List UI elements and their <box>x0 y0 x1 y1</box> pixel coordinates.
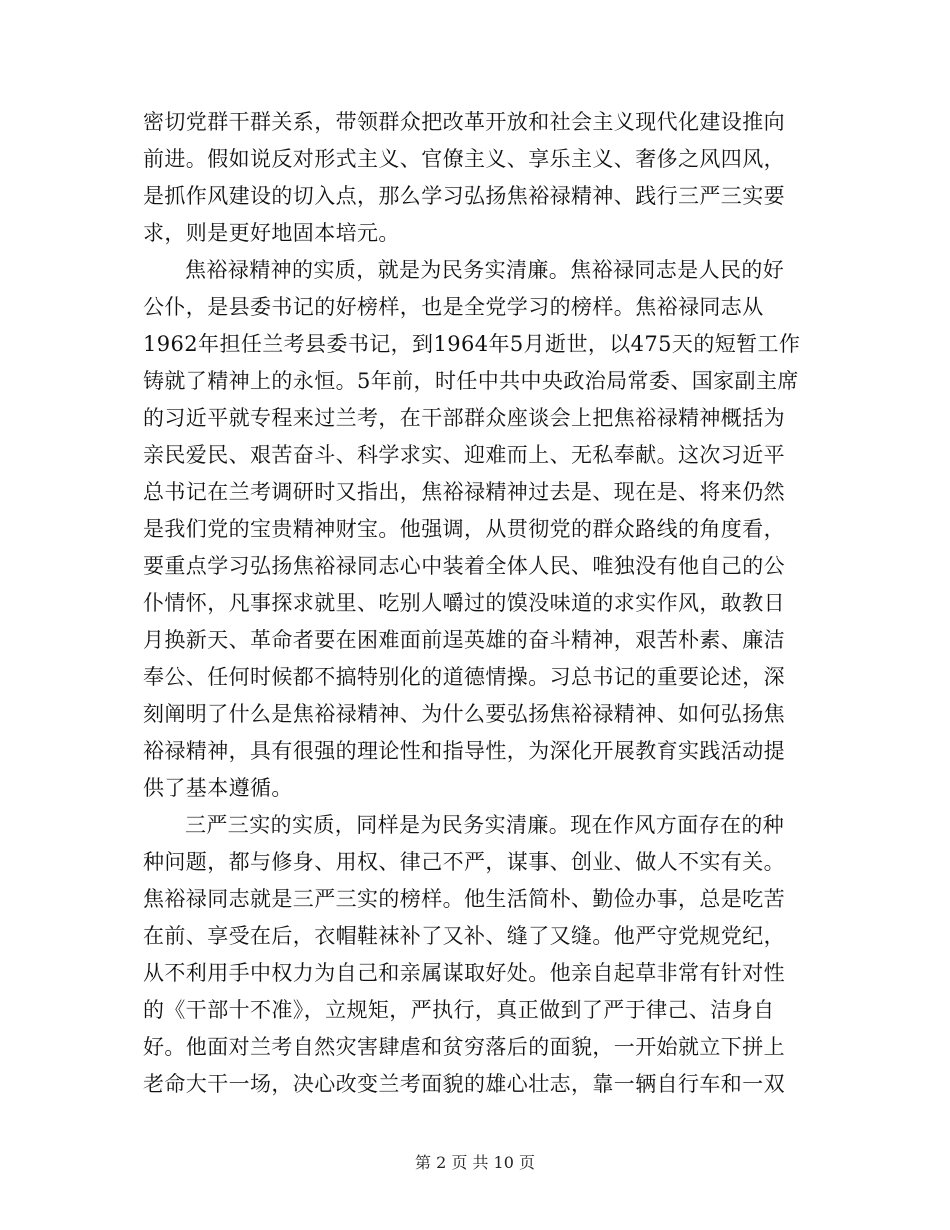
paragraph-start-line: 焦裕禄精神的实质，就是为民务实清廉。焦裕禄同志是人民的好 <box>185 258 785 282</box>
text-line: 是我们党的宝贵精神财宝。他强调，从贯彻党的群众路线的角度看， <box>143 517 785 541</box>
text-line: 1962年担任兰考县委书记，到1964年5月逝世，以475天的短暂工作 <box>143 332 801 356</box>
text-line: 裕禄精神，具有很强的理论性和指导性，为深化开展教育实践活动提 <box>143 739 785 763</box>
paragraph-start-line: 三严三实的实质，同样是为民务实清廉。现在作风方面存在的种 <box>185 813 785 837</box>
text-line: 老命大干一场，决心改变兰考面貌的雄心壮志，靠一辆自行车和一双 <box>143 1072 785 1096</box>
text-line: 铸就了精神上的永恒。5年前，时任中共中央政治局常委、国家副主席 <box>143 369 799 393</box>
text-line: 好。他面对兰考自然灾害肆虐和贫穷落后的面貌，一开始就立下拼上 <box>143 1035 785 1059</box>
text-line: 从不利用手中权力为自己和亲属谋取好处。他亲自起草非常有针对性 <box>143 961 785 985</box>
text-line: 供了基本遵循。 <box>143 776 293 800</box>
text-line: 的习近平就专程来过兰考，在干部群众座谈会上把焦裕禄精神概括为 <box>143 406 785 430</box>
text-line: 亲民爱民、艰苦奋斗、科学求实、迎难而上、无私奉献。这次习近平 <box>143 443 785 467</box>
text-line: 焦裕禄同志就是三严三实的榜样。他生活简朴、勤俭办事，总是吃苦 <box>143 887 785 911</box>
body-text <box>143 104 808 1103</box>
text-line: 总书记在兰考调研时又指出，焦裕禄精神过去是、现在是、将来仍然 <box>143 480 785 504</box>
text-line: 求，则是更好地固本培元。 <box>143 221 400 245</box>
text-line: 刻阐明了什么是焦裕禄精神、为什么要弘扬焦裕禄精神、如何弘扬焦 <box>143 702 785 726</box>
page-number-footer: 第 2 页 共 10 页 <box>415 1153 535 1172</box>
text-line: 的《干部十不准》，立规矩，严执行，真正做到了严于律己、洁身自 <box>143 998 775 1022</box>
text-line: 要重点学习弘扬焦裕禄同志心中装着全体人民、唯独没有他自己的公 <box>143 554 785 578</box>
text-line: 密切党群干群关系，带领群众把改革开放和社会主义现代化建设推向 <box>143 110 785 134</box>
text-line: 月换新天、革命者要在困难面前逞英雄的奋斗精神，艰苦朴素、廉洁 <box>143 628 785 652</box>
text-line: 种问题，都与修身、用权、律己不严，谋事、创业、做人不实有关。 <box>143 850 785 874</box>
text-line: 是抓作风建设的切入点，那么学习弘扬焦裕禄精神、践行三严三实要 <box>143 184 785 208</box>
text-line: 仆情怀，凡事探求就里、吃别人嚼过的馍没味道的求实作风，敢教日 <box>143 591 785 615</box>
text-line: 在前、享受在后，衣帽鞋袜补了又补、缝了又缝。他严守党规党纪， <box>143 924 785 948</box>
text-line: 公仆，是县委书记的好榜样，也是全党学习的榜样。焦裕禄同志从 <box>143 295 764 319</box>
text-line: 前进。假如说反对形式主义、官僚主义、享乐主义、奢侈之风四风， <box>143 147 785 171</box>
text-line: 奉公、任何时候都不搞特别化的道德情操。习总书记的重要论述，深 <box>143 665 785 689</box>
